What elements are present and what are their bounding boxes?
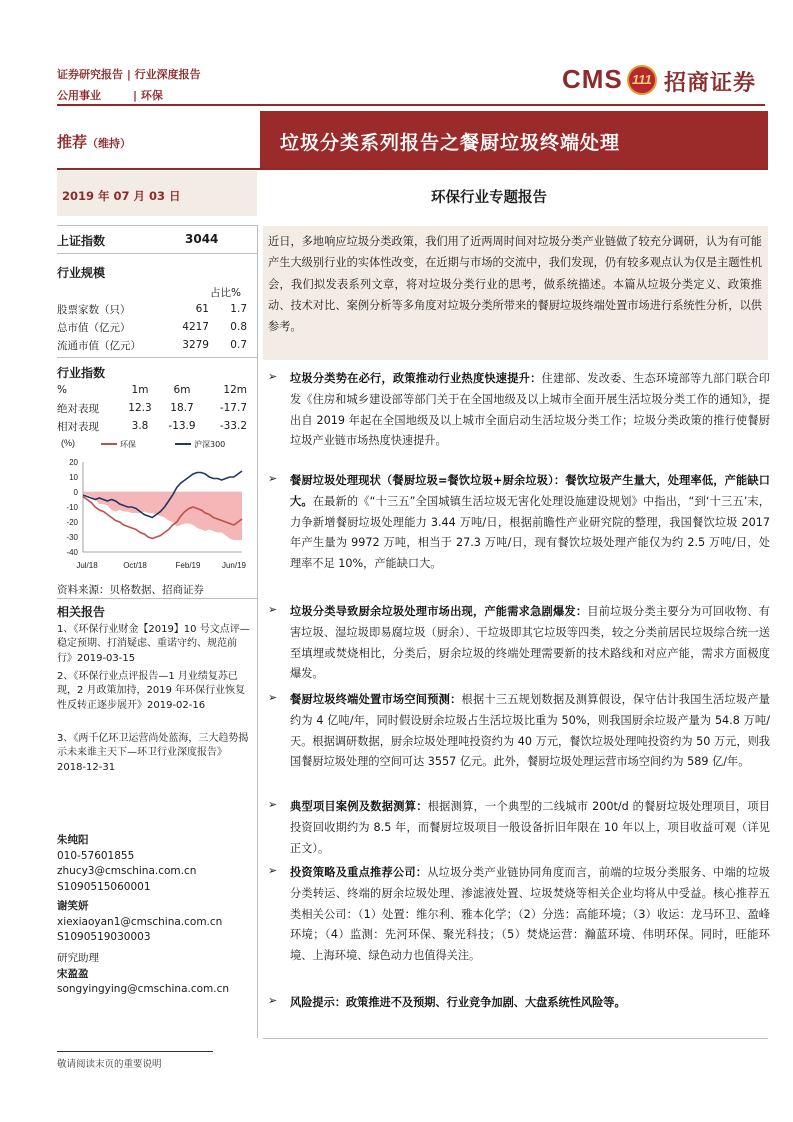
y-tick-label: 0 (73, 488, 78, 497)
y-tick-label: -30 (66, 533, 78, 542)
perf-value: 18.7 (170, 402, 194, 414)
scale-label: 股票家数（只） (57, 303, 131, 316)
scale-col-header: 占比% (210, 287, 241, 299)
y-tick-label: -40 (66, 548, 78, 557)
analyst-license: S1090519030003 (57, 931, 151, 943)
scale-value: 61 (195, 303, 209, 315)
analyst-email[interactable]: zhucy3@cmschina.com.cn (57, 865, 197, 877)
title-rule (57, 168, 768, 170)
subsector-label: | 环保 (133, 89, 163, 102)
table-row (57, 336, 247, 354)
scale-value: 4217 (182, 321, 209, 333)
perf-value: 3.8 (131, 420, 149, 432)
bullet-heading: 餐厨垃圾处理现状（餐厨垃圾=餐饮垃圾+厨余垃圾）：餐饮垃圾产生量大，处理率低，产能缺口大。 (290, 474, 770, 508)
footer-rule (57, 1051, 213, 1052)
arrow-icon: ➢ (268, 994, 278, 1007)
sector-label: 公用事业 (57, 89, 101, 102)
analyst-name: 宋盈盈 (57, 967, 89, 980)
related-item[interactable]: 3、《两千亿环卫运营尚处蓝海，三大趋势揭示未来谁主天下—环卫行业深度报告》2018-12-31 (57, 733, 249, 773)
analyst-license: S1090515060001 (57, 880, 151, 893)
legend-label-1: 环保 (120, 440, 136, 449)
bullet-1 (262, 369, 772, 459)
y-tick-label: -20 (66, 518, 78, 527)
bullet-7 (262, 993, 772, 1017)
legend-label-2: 沪深300 (194, 440, 226, 449)
sidebar-rule-1 (57, 253, 257, 254)
analyst-block-1 (57, 833, 196, 895)
perf-header: 12m (223, 384, 247, 396)
chart-source: 资料来源：贝格数据、招商证券 (57, 584, 204, 596)
chart-unit-label: (%) (61, 438, 75, 448)
perf-header: 1m (131, 384, 149, 396)
bullet-4 (262, 690, 772, 790)
scale-pct: 1.7 (230, 303, 247, 315)
header-rule (57, 104, 765, 106)
analyst-block-2 (57, 899, 222, 946)
bullet-body: 目前垃圾分类主要分为可回收物、有害垃圾、湿垃圾即易腐垃圾（厨余）、干垃圾即其它垃圾等四类，较之分类前居民垃圾综合统一送至填埋或焚烧相比，分类后，厨余垃圾的终端处理需要新的技术路线和对应产能，需求方面极度爆发。 (290, 605, 770, 681)
scale-table (57, 300, 247, 354)
x-tick-label: Jul/18 (76, 561, 98, 570)
bullet-heading: 垃圾分类导致厨余垃圾处理市场出现，产能需求急剧爆发： (290, 605, 588, 618)
sidebar-top-rule (57, 225, 257, 226)
bullet-3 (262, 602, 772, 682)
y-tick-label: 20 (69, 458, 78, 467)
analyst-name: 朱纯阳 (57, 834, 89, 846)
logo-badge-text: 111 (632, 72, 652, 87)
sidebar-rule-2 (57, 357, 257, 358)
arrow-icon: ➢ (268, 798, 278, 811)
bullet-heading: 风险提示：政策推进不及预期、行业竞争加剧、大盘系统性风险等。 (290, 996, 626, 1009)
assistant-role: 研究助理 (57, 952, 99, 964)
arrow-icon: ➢ (268, 472, 278, 485)
y-tick-label: 10 (69, 473, 78, 482)
perf-value: 12.3 (128, 402, 152, 414)
analyst-phone: 010-57601855 (57, 849, 135, 862)
footer-note: 敬请阅读末页的重要说明 (57, 1059, 162, 1070)
rating-main: 推荐 (57, 133, 88, 151)
sidebar-right-rule (257, 225, 258, 1038)
report-date: 2019 年 07 月 03 日 (62, 189, 181, 203)
cms-logo (562, 64, 767, 98)
table-row (57, 300, 247, 318)
x-tick-label: Jun/19 (221, 561, 247, 570)
perf-header: 6m (173, 384, 191, 396)
table-header-row (57, 381, 247, 399)
bullet-heading: 典型项目案例及数据测算： (290, 800, 428, 813)
perf-value: -17.7 (219, 402, 247, 414)
scale-pct: 0.7 (230, 339, 247, 351)
bullet-5 (262, 797, 772, 857)
bullet-heading: 餐厨垃圾终端处置市场空间预测： (290, 693, 462, 706)
perf-title: 行业指数 (57, 366, 106, 380)
main-bottom-rule (263, 1038, 768, 1039)
bullet-body: 从垃圾分类产业链协同角度而言，前端的垃圾分类服务、中端的垃圾分类转运、终端的厨余垃圾处理、渗滤液处置、垃圾焚烧等相关企业均将从中受益。核心推荐五类相关公司：（1）处置：维尔利、雅本化学；（2）分选：高能环境；（3）收运：龙马环卫、盈峰环境；（4）监测：先河环保、聚光科技；（5）焚烧运营：瀚蓝环境、伟明环保。同时，旺能环境、上海环境、绿色动力也值得关注。 (290, 866, 770, 963)
sidebar-rule-3 (57, 598, 257, 599)
logo-cn-text: 招商证券 (664, 71, 757, 96)
related-item[interactable]: 2、《环保行业点评报告—1 月业绩复苏已现，2 月政策加持，2019 年环保行业恢复性反转正逐步展开》2019-02-16 (57, 671, 246, 711)
perf-value: -13.9 (168, 420, 196, 432)
scale-title: 行业规模 (57, 266, 106, 280)
report-type: 证券研究报告 | 行业深度报告 (57, 68, 201, 81)
analyst-name: 谢笑妍 (57, 900, 89, 912)
report-title: 垃圾分类系列报告之餐厨垃圾终端处理 (280, 132, 621, 154)
related-item[interactable]: 1、《环保行业财金【2019】10 号文点评—稳定预期、打消疑虑、重诺守约、规范前行》2019-03-15 (57, 624, 250, 664)
bullet-body: 根据十三五规划数据及测算假设，保守估计我国生活垃圾产量约为 4 亿吨/年，同时假设厨余垃圾占生活垃圾比重为 50%，则我国厨余垃圾产量为 54.8 万吨/天。根据调研数据，厨余垃圾处理吨投资约为 40 万元，餐饮垃圾处理吨投资约为 50 万元，则我国餐厨垃圾处理的空间可达 3557 亿元。此外，餐厨垃圾处理运营市场空间约为 589 亿/年。 (290, 693, 770, 769)
analyst-email[interactable]: songyingying@cmschina.com.cn (57, 983, 230, 995)
perf-header: % (57, 384, 67, 396)
scale-value: 3279 (182, 339, 209, 351)
scale-label: 总市值（亿元） (57, 321, 131, 334)
bullet-2 (262, 471, 772, 596)
arrow-icon: ➢ (268, 691, 278, 704)
table-row (57, 399, 247, 417)
bullet-body: 根据测算，一个典型的二线城市 200t/d 的餐厨垃圾处理项目，项目投资回收期约为 8.5 年，而餐厨垃圾项目一般设备折旧年限在 10 年以上，项目收益可观（详见正文）。 (290, 800, 770, 855)
index-label: 上证指数 (57, 234, 106, 248)
bullet-body: 在最新的《“十三五”全国城镇生活垃圾无害化处理设施建设规划》中指出，“到‘十三五’末，力争新增餐厨垃圾处理能力 3.44 万吨/日，根据前瞻性产业研究院的整理，我国餐饮垃圾 2017 年产生量为 9972 万吨，相当于 27.3 万吨/日，现有餐饮垃圾处理产能仅为约 2.5 万吨/日，处理率不足 10%，产能缺口大。 (290, 494, 770, 571)
table-row (57, 417, 247, 435)
relative-area (83, 492, 242, 540)
scale-label: 流通市值（亿元） (57, 339, 141, 352)
performance-chart (57, 434, 257, 574)
table-row (57, 318, 247, 336)
logo-cms-text: CMS (562, 64, 623, 94)
rating (57, 131, 131, 152)
perf-label: 绝对表现 (57, 402, 99, 415)
rating-sub: （维持） (87, 137, 132, 150)
x-tick-label: Oct/18 (123, 561, 147, 570)
bullet-6 (262, 863, 772, 988)
index-value: 3044 (185, 232, 219, 246)
x-tick-label: Feb/19 (175, 561, 201, 570)
arrow-icon: ➢ (268, 370, 278, 383)
analyst-block-3 (57, 951, 229, 998)
report-subtitle: 环保行业专题报告 (431, 190, 547, 206)
analyst-email[interactable]: xiexiaoyan1@cmschina.com.cn (57, 915, 223, 928)
bullet-body: 住建部、发改委、生态环境部等九部门联合印发《住房和城乡建设部等部门关于在全国地级及以上城市全面开展生活垃圾分类工作的通知》，提出自 2019 年起在全国地级及以上城市全面启动生活垃圾分类工作；垃圾分类政策的推行使餐厨垃圾产业链市场热度快速提升。 (290, 372, 770, 448)
bullet-heading: 投资策略及重点推荐公司： (290, 866, 428, 879)
arrow-icon: ➢ (268, 603, 278, 616)
related-title: 相关报告 (57, 605, 106, 619)
perf-value: -33.2 (219, 420, 247, 432)
perf-label: 相对表现 (57, 420, 99, 433)
bullet-heading: 垃圾分类势在必行，政策推动行业热度快速提升： (290, 372, 542, 385)
perf-table (57, 381, 247, 435)
y-tick-label: -10 (66, 503, 78, 512)
scale-pct: 0.8 (230, 321, 247, 333)
arrow-icon: ➢ (268, 864, 278, 877)
intro-paragraph: 近日，多地响应垃圾分类政策，我们用了近两周时间对垃圾分类产业链做了较充分调研，认为有可能产生大级别行业的实体性改变，在近期与市场的交流中，我们发现，仍有较多观点认为仅是主题性机会，我们拟发表系列文章，将对垃圾分类行业的思考，做系统描述。本篇从垃圾分类定义、政策推动、技术对比、案例分析等多角度对垃圾分类所带来的餐厨垃圾终端处置市场进行系统性分析，以供参考。 (268, 235, 762, 334)
